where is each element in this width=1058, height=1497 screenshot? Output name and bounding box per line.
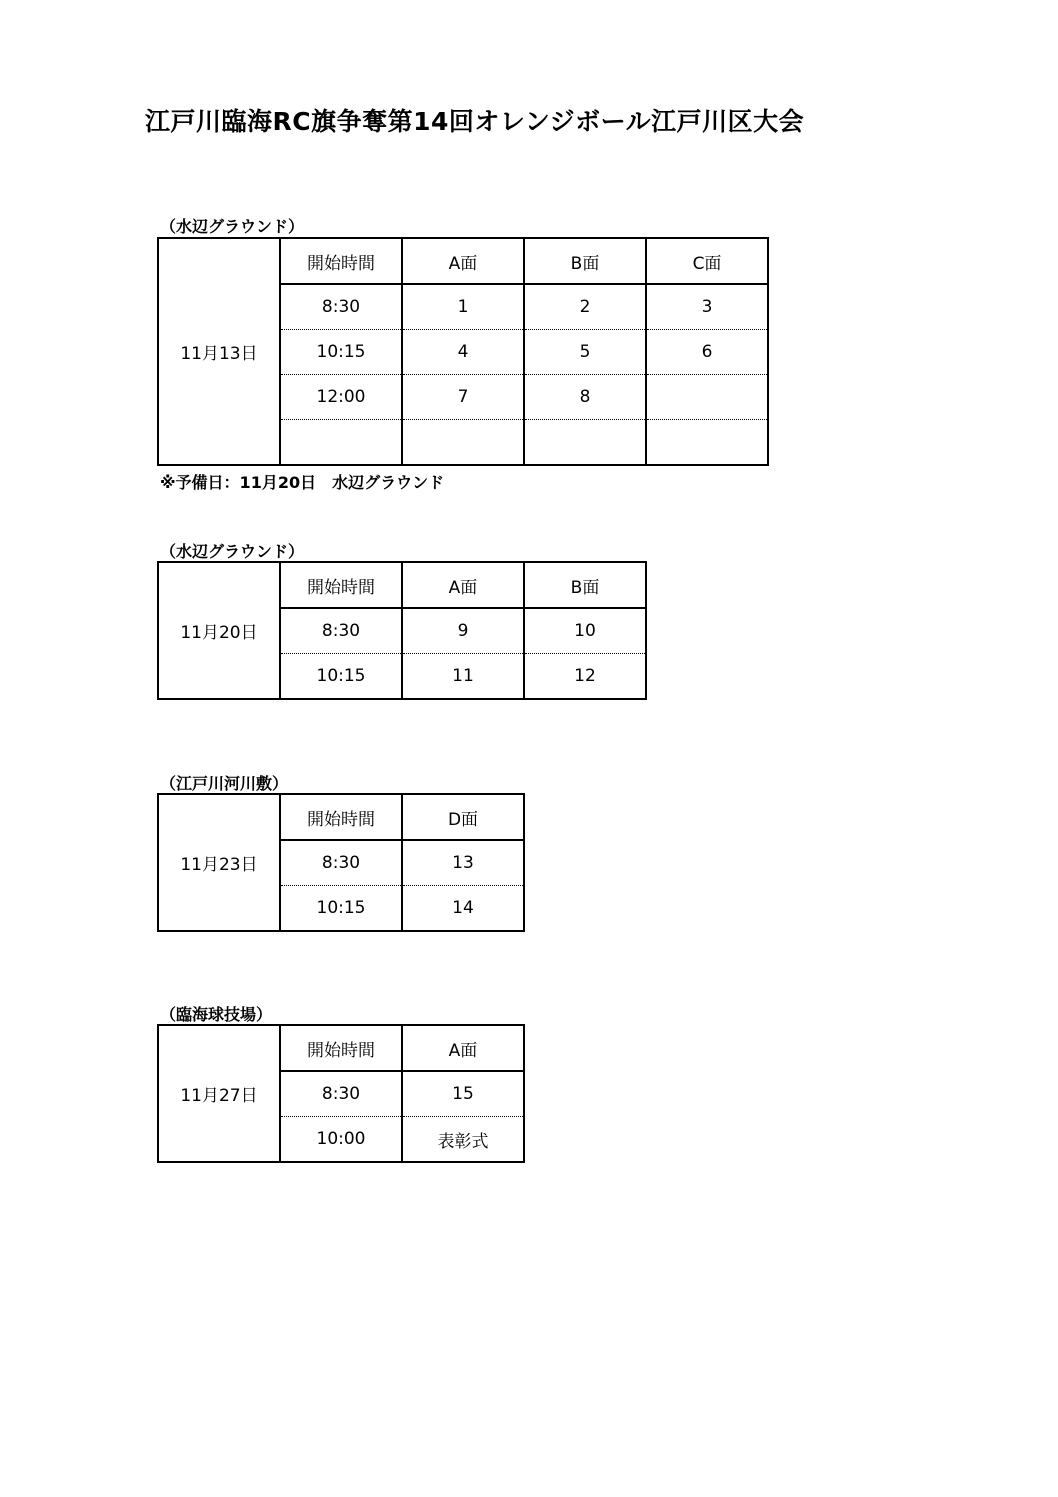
header-cell: D面 bbox=[402, 794, 524, 840]
match-cell: 15 bbox=[402, 1071, 524, 1117]
venue-label: （江戸川河川敷） bbox=[160, 774, 289, 793]
header-cell: A面 bbox=[402, 1025, 524, 1071]
schedule-table-nov27 bbox=[157, 1024, 525, 1163]
venue-label: （水辺グラウンド） bbox=[160, 542, 305, 561]
header-cell: 開始時間 bbox=[280, 1025, 402, 1071]
match-cell: 13 bbox=[402, 840, 524, 886]
match-cell: 5 bbox=[524, 330, 646, 375]
match-cell: 10 bbox=[524, 608, 646, 654]
date-cell: 11月23日 bbox=[158, 794, 280, 931]
header-cell: 開始時間 bbox=[280, 562, 402, 608]
header-cell: 開始時間 bbox=[280, 238, 402, 284]
match-cell: 6 bbox=[646, 330, 768, 375]
match-cell: 3 bbox=[646, 284, 768, 330]
schedule-table-nov13 bbox=[157, 237, 769, 466]
time-cell: 10:00 bbox=[280, 1117, 402, 1163]
time-cell: 8:30 bbox=[280, 284, 402, 330]
header-cell: C面 bbox=[646, 238, 768, 284]
header-cell: B面 bbox=[524, 562, 646, 608]
header-cell: 開始時間 bbox=[280, 794, 402, 840]
schedule-table-nov20 bbox=[157, 561, 647, 700]
match-cell: 9 bbox=[402, 608, 524, 654]
time-cell: 10:15 bbox=[280, 886, 402, 932]
match-cell: 表彰式 bbox=[402, 1117, 524, 1163]
match-cell: 11 bbox=[402, 654, 524, 700]
match-cell bbox=[646, 420, 768, 466]
time-cell: 8:30 bbox=[280, 608, 402, 654]
header-cell: A面 bbox=[402, 238, 524, 284]
match-cell: 8 bbox=[524, 375, 646, 420]
match-cell bbox=[524, 420, 646, 466]
match-cell: 2 bbox=[524, 284, 646, 330]
match-cell bbox=[646, 375, 768, 420]
date-cell: 11月13日 bbox=[158, 238, 280, 465]
header-cell: A面 bbox=[402, 562, 524, 608]
time-cell bbox=[280, 420, 402, 466]
schedule-table-nov23 bbox=[157, 793, 525, 932]
match-cell: 7 bbox=[402, 375, 524, 420]
time-cell: 12:00 bbox=[280, 375, 402, 420]
match-cell bbox=[402, 420, 524, 466]
date-cell: 11月20日 bbox=[158, 562, 280, 699]
date-cell: 11月27日 bbox=[158, 1025, 280, 1162]
time-cell: 10:15 bbox=[280, 330, 402, 375]
match-cell: 4 bbox=[402, 330, 524, 375]
page-title: 江戸川臨海RC旗争奪第14回オレンジボール江戸川区大会 bbox=[145, 107, 805, 136]
match-cell: 14 bbox=[402, 886, 524, 932]
venue-label: （水辺グラウンド） bbox=[160, 217, 305, 236]
match-cell: 1 bbox=[402, 284, 524, 330]
reserve-day-note: ※予備日：11月20日 水辺グラウンド bbox=[160, 473, 445, 492]
time-cell: 8:30 bbox=[280, 1071, 402, 1117]
time-cell: 10:15 bbox=[280, 654, 402, 700]
time-cell: 8:30 bbox=[280, 840, 402, 886]
venue-label: （臨海球技場） bbox=[160, 1005, 273, 1024]
header-cell: B面 bbox=[524, 238, 646, 284]
match-cell: 12 bbox=[524, 654, 646, 700]
